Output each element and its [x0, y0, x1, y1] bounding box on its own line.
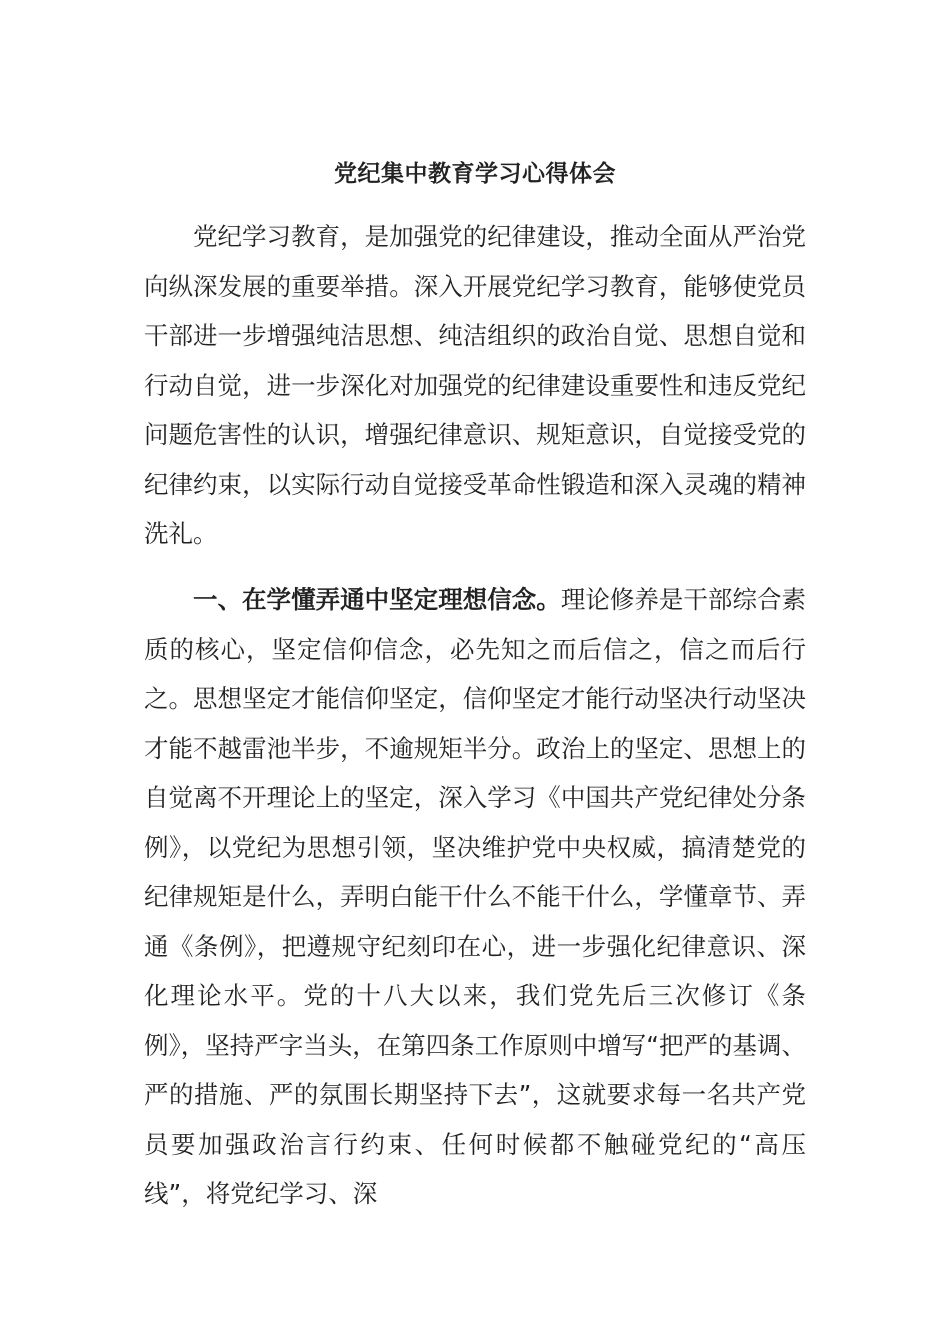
- paragraph-intro-text: 党纪学习教育，是加强党的纪律建设，推动全面从严治党向纵深发展的重要举措。深入开展党纪学习教育，能够使党员干部进一步增强纯洁思想、纯洁组织的政治自觉、思想自觉和行动自觉，进一步深化对加强党的纪律建设重要性和违反党纪问题危害性的认识，增强纪律意识、规矩意识，自觉接受党的纪律约束，以实际行动自觉接受革命性锻造和深入灵魂的精神洗礼。: [144, 222, 806, 548]
- section-one-text: 理论修养是干部综合素质的核心，坚定信仰信念，必先知之而后信之，信之而后行之。思想坚定才能信仰坚定，信仰坚定才能行动坚决行动坚决才能不越雷池半步，不逾规矩半分。政治上的坚定、思想上的自觉离不开理论上的坚定，深入学习《中国共产党纪律处分条例》，以党纪为思想引领，坚决维护党中央权威，搞清楚党的纪律规矩是什么，弄明白能干什么不能干什么，学懂章节、弄通《条例》，把遵规守纪刻印在心，进一步强化纪律意识、深化理论水平。党的十八大以来，我们党先后三次修订《条例》，坚持严字当头，在第四条工作原则中增写“把严的基调、严的措施、严的氛围长期坚持下去”，这就要求每一名共产党员要加强政治言行约束、任何时候都不触碰党纪的“高压线”，将党纪学习、深: [144, 585, 806, 1208]
- paragraph-intro: [144, 212, 806, 559]
- section-one-heading: 一、在学懂弄通中坚定理想信念。: [193, 585, 561, 614]
- paragraph-section-one: [144, 575, 806, 1219]
- document-title: 党纪集中教育学习心得体会: [334, 161, 616, 187]
